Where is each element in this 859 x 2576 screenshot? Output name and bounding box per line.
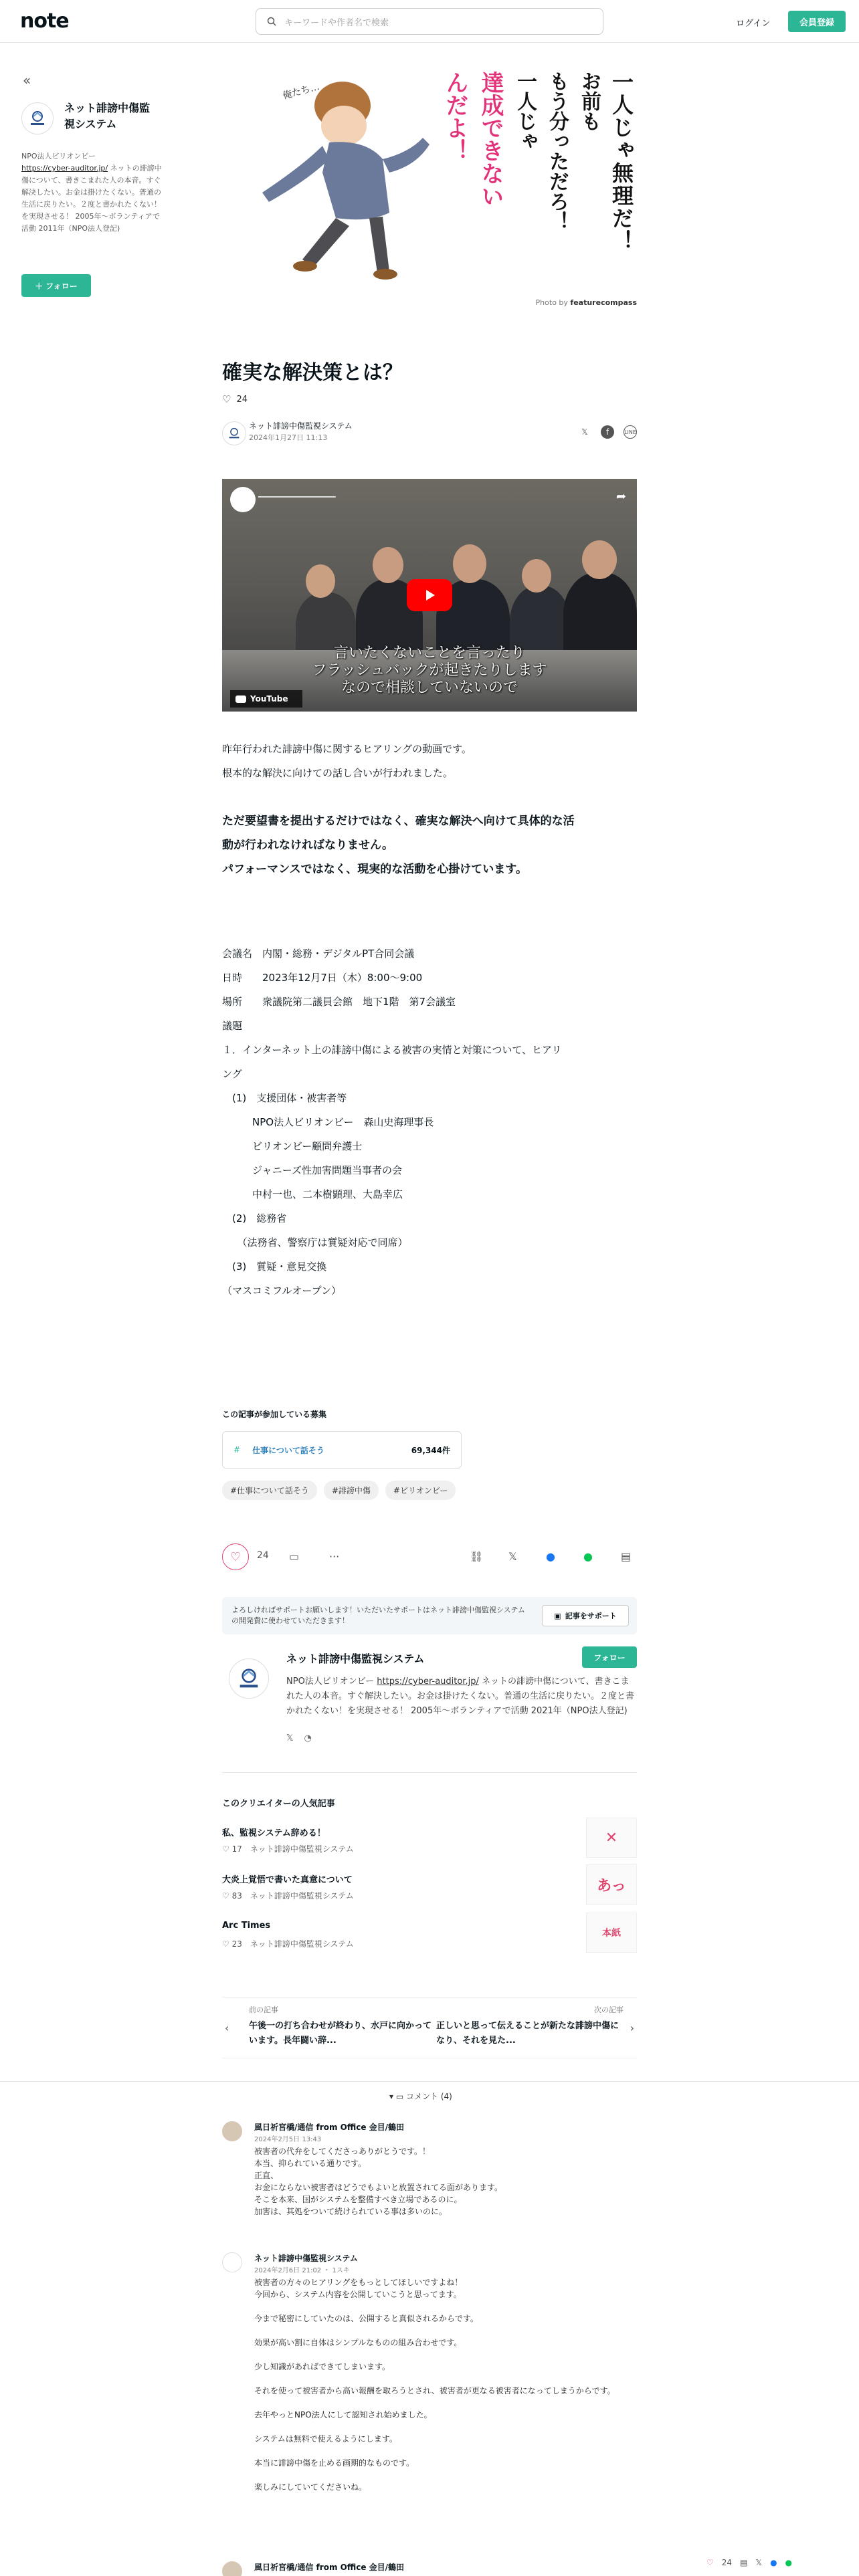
art-line-2: お前も bbox=[577, 71, 601, 131]
search-icon bbox=[267, 17, 276, 26]
bold-paragraph: ただ要望書を提出するだけではなく、確実な解決へ向けて具体的な活 bbox=[222, 815, 575, 828]
art-line-3: もう分っただろ！ bbox=[545, 71, 569, 231]
hero-image bbox=[222, 59, 637, 297]
bio-prefix: NPO法人ビリオンビー bbox=[286, 1677, 375, 1687]
bold-paragraph: 動が行われなければなりません。 bbox=[222, 839, 394, 852]
support-button[interactable] bbox=[542, 1605, 629, 1626]
popular-item-author: ネット誹謗中傷監視システム bbox=[250, 1891, 354, 1901]
add-user-icon: ＋ bbox=[35, 281, 43, 291]
youtube-play-icon bbox=[235, 695, 246, 703]
tag-list bbox=[222, 1481, 456, 1500]
follow-label: フォロー bbox=[45, 281, 78, 291]
line-share-icon[interactable]: ● bbox=[785, 2558, 793, 2567]
meeting-line: (1) 支援団体・被害者等 bbox=[222, 1092, 347, 1104]
meeting-line: 中村一也、二本樹顕理、大島幸広 bbox=[222, 1188, 403, 1200]
meeting-line: （法務省、警察庁は質疑対応で同席） bbox=[222, 1237, 408, 1249]
heart-icon[interactable]: ♡ bbox=[706, 2558, 714, 2567]
bio-link[interactable]: https://cyber-auditor.jp/ bbox=[377, 1677, 479, 1687]
author-name[interactable]: ネット誹謗中傷監視システム bbox=[249, 421, 353, 431]
prev-next-nav bbox=[222, 1997, 637, 2058]
creator-logo-icon bbox=[235, 1665, 262, 1692]
play-icon bbox=[422, 588, 437, 603]
save-to-magazine-icon[interactable]: ▤ bbox=[740, 2558, 748, 2567]
divider bbox=[222, 1772, 637, 1773]
comment-body: 被害者の代弁をしてくださっありがとうです。！ 本当、抑られている通りです。 正直、 お金にならない被害者はどうでもよいと放置されてる面があります。 そこを本来、国がシステムを整備すべき立場であるのに。 加害は、其処をついて続けられている事は多いのに。 bbox=[254, 2147, 503, 2216]
video-figure-head bbox=[522, 559, 551, 593]
x-share-icon[interactable]: 𝕏 bbox=[581, 427, 588, 437]
popular-item-meta: ♡ 23 ネット誹謗中傷監視システム bbox=[222, 1939, 354, 1949]
commenter-name[interactable]: ネット誹謗中傷監視システム bbox=[254, 2254, 358, 2263]
art-line-5: 達成できない bbox=[477, 71, 504, 207]
popular-item[interactable] bbox=[222, 1921, 637, 1967]
credit-name[interactable]: featurecompass bbox=[570, 298, 637, 307]
video-figure-head bbox=[306, 564, 335, 598]
search-placeholder: キーワードや作者名で検索 bbox=[284, 17, 389, 28]
contest-count: 69,344件 bbox=[411, 1445, 450, 1455]
search-input[interactable] bbox=[256, 8, 603, 35]
x-share-icon[interactable]: 𝕏 bbox=[755, 2558, 763, 2567]
creator-social-links bbox=[286, 1733, 312, 1743]
prev-article[interactable] bbox=[249, 2004, 436, 2048]
popular-title: このクリエイターの人気記事 bbox=[222, 1799, 335, 1809]
contest-name: 仕事について話そう bbox=[252, 1445, 324, 1455]
line-share-icon[interactable]: LINE bbox=[624, 425, 637, 439]
chevron-right-icon[interactable]: › bbox=[630, 2022, 634, 2034]
commenter-avatar[interactable] bbox=[222, 2121, 242, 2141]
chevron-down-icon: ▾ bbox=[389, 2092, 394, 2101]
video-subtitles bbox=[222, 645, 637, 697]
comment-body: 被害者の方々のヒアリングをもっとしてほしいですよね！ 今回から、システム内容を公開していこうと思ってます。 今まで秘密にしていたのは、公開すると真似されるからです。 効果が高い割に自体はシンプルなものの組み合わせです。 少し知識があればできてしまいます。 それを使って被害者から高い報酬を取ろうとされ、被害者が更なる被害者になってしまうからです。 去年やっとNPO法人にして認知され始めました。 システムは無料で使えるようにします。 本当に誹謗中傷を止める画期的なものです。 楽しみにしていてくださいね。 bbox=[254, 2278, 615, 2492]
next-label: 次の記事 bbox=[594, 2006, 624, 2014]
creator-logo-icon bbox=[227, 426, 242, 441]
tag[interactable]: #誹謗中傷 bbox=[324, 1481, 379, 1500]
commenter-name[interactable]: 風日祈宮橋/通信 from Office 金目/鶴田 bbox=[254, 2563, 405, 2572]
creator-name[interactable]: ネット誹謗中傷監視システム bbox=[286, 1652, 425, 1665]
comments-toggle[interactable] bbox=[389, 2090, 452, 2102]
follow-button[interactable]: フォロー bbox=[582, 1646, 637, 1668]
popular-item[interactable] bbox=[222, 1872, 637, 1919]
meeting-line: (3) 質疑・意見交換 bbox=[222, 1261, 327, 1273]
creator-name[interactable]: ネット誹謗中傷監視システム bbox=[64, 102, 151, 130]
meeting-line: ング bbox=[222, 1068, 242, 1080]
note-logo[interactable]: note bbox=[20, 9, 69, 33]
video-title-placeholder[interactable]: ━━━━━━━━━━━━━━━━ bbox=[258, 492, 336, 502]
body-paragraph: 根本的な解決に向けての話し合いが行われました。 bbox=[222, 767, 454, 779]
like-count: 24 bbox=[721, 2558, 733, 2567]
meeting-line: ビリオンビー顧問弁護士 bbox=[222, 1140, 363, 1152]
chevron-left-icon[interactable]: ‹ bbox=[225, 2022, 229, 2034]
like-count: 24 bbox=[257, 1550, 269, 1561]
support-text: よろしければサポートお願いします！いただいたサポートはネット誹謗中傷監視システムの開発費に使わせていただきます！ bbox=[231, 1606, 525, 1625]
meeting-line: NPO法人ビリオンビー 森山史海理事長 bbox=[222, 1116, 434, 1128]
signup-button[interactable]: 会員登録 bbox=[788, 11, 846, 32]
share-icon[interactable]: ➦ bbox=[615, 490, 626, 504]
popular-item-title: 私、監視システム辞める！ bbox=[222, 1828, 326, 1838]
art-line-4: 一人じゃ bbox=[513, 71, 537, 151]
creator-card bbox=[222, 1645, 637, 1772]
popular-item-title: Arc Times bbox=[222, 1921, 271, 1931]
youtube-label: YouTube bbox=[250, 694, 288, 704]
photo-credit bbox=[222, 298, 637, 307]
popular-item-meta: ♡ 17 ネット誹謗中傷監視システム bbox=[222, 1844, 354, 1854]
subtitle-line: フラッシュバックが起きたりします bbox=[312, 662, 547, 679]
article-likes bbox=[222, 393, 637, 405]
avatar[interactable] bbox=[21, 102, 54, 134]
line-share-icon[interactable]: ● bbox=[583, 1550, 593, 1563]
comment bbox=[222, 2252, 637, 2547]
subtitle-line: 言いたくないことを言ったり bbox=[333, 645, 525, 661]
youtube-embed[interactable] bbox=[222, 479, 637, 712]
next-article[interactable] bbox=[436, 2004, 624, 2048]
copy-link-icon[interactable]: ⛓ bbox=[470, 1550, 484, 1563]
art-line-6: んだよ！ bbox=[442, 71, 468, 162]
commenter-avatar[interactable] bbox=[222, 2561, 242, 2576]
subtitle-line: なので相談していないので bbox=[341, 679, 518, 696]
heart-icon: ♡ bbox=[229, 1549, 242, 1564]
popular-item-thumbnail: ✕ bbox=[586, 1818, 637, 1858]
meeting-line: 日時 2023年12月7日（木）8:00〜9:00 bbox=[222, 972, 423, 984]
facebook-share-icon[interactable]: ● bbox=[546, 1550, 555, 1563]
collapse-sidebar-icon[interactable]: « bbox=[23, 72, 31, 88]
floating-action-bar bbox=[706, 2552, 859, 2573]
contest-card[interactable] bbox=[222, 1431, 462, 1469]
bio-text: ネットの誹謗中傷について、書きこまれた人の本音。すぐ解決したい。お金は掛けたくない。普通の生活に戻りたい。２度と書かれたくない！を実現させる！ 2005年〜ボランティアで活動 2021年（NPO法人登記) bbox=[286, 1677, 635, 1716]
body-paragraph: 昨年行われた誹謗中傷に関するヒアリングの動画です。 bbox=[222, 743, 472, 755]
meeting-line: （マスコミフルオープン） bbox=[222, 1285, 342, 1297]
login-link[interactable]: ログイン bbox=[736, 19, 771, 29]
video-figure-head bbox=[453, 544, 486, 583]
popular-item-likes: 17 bbox=[231, 1844, 242, 1854]
next-title: 正しいと思って伝えることが新たな誹謗中傷になり、それを見た... bbox=[436, 2021, 619, 2046]
prev-label: 前の記事 bbox=[249, 2006, 278, 2014]
popular-item-likes: 23 bbox=[231, 1939, 242, 1949]
creator-bio bbox=[21, 150, 162, 235]
meeting-line: １．インターネット上の誹謗中傷による被害の実情と対策について、ヒアリ bbox=[222, 1044, 562, 1056]
comment-icon: ▭ bbox=[395, 2092, 404, 2101]
tag[interactable]: #仕事について話そう bbox=[222, 1481, 317, 1500]
x-share-icon[interactable]: 𝕏 bbox=[508, 1550, 517, 1563]
site-header bbox=[0, 0, 859, 43]
save-to-magazine-icon[interactable]: ▤ bbox=[621, 1550, 632, 1563]
meeting-line: (2) 総務省 bbox=[222, 1212, 287, 1224]
gift-icon: ▣ bbox=[554, 1611, 561, 1620]
comment bbox=[222, 2121, 637, 2235]
popular-item[interactable] bbox=[222, 1826, 637, 1872]
meeting-line: 会議名 内閣・総務・デジタルPT合同会議 bbox=[222, 948, 415, 960]
tag[interactable]: #ビリオンビー bbox=[385, 1481, 456, 1500]
article-title: 確実な解決策とは？ bbox=[222, 361, 403, 385]
more-options-icon[interactable]: ··· bbox=[329, 1550, 340, 1563]
video-figure-head bbox=[582, 540, 617, 579]
comment bbox=[222, 2561, 637, 2576]
divider bbox=[0, 2081, 859, 2082]
follow-button[interactable] bbox=[21, 274, 91, 297]
svg-text:俺たち…: 俺たち… bbox=[281, 81, 321, 102]
popular-item-title: 大炎上覚悟で書いた真意について bbox=[222, 1875, 353, 1885]
popular-item-thumbnail: あっ bbox=[586, 1864, 637, 1905]
article-author-row bbox=[222, 420, 637, 447]
manga-text bbox=[442, 71, 637, 292]
publish-date: 2024年1月27日 11:13 bbox=[249, 433, 328, 442]
share-buttons bbox=[578, 425, 637, 439]
support-label: 記事をサポート bbox=[565, 1612, 617, 1620]
commenter-avatar[interactable] bbox=[222, 2252, 242, 2272]
channel-avatar[interactable] bbox=[230, 487, 256, 512]
bio-link[interactable]: https://cyber-auditor.jp/ bbox=[21, 164, 108, 173]
bold-paragraph: パフォーマンスではなく、現実的な活動を心掛けています。 bbox=[222, 863, 527, 876]
x-icon[interactable]: 𝕏 bbox=[286, 1733, 294, 1743]
comments-count: コメント (4) bbox=[406, 2092, 452, 2101]
facebook-share-icon[interactable]: f bbox=[601, 425, 614, 439]
play-button[interactable] bbox=[407, 579, 452, 611]
contest-section-title: この記事が参加している募集 bbox=[222, 1410, 327, 1419]
bio-prefix: NPO法人ビリオンビー bbox=[21, 152, 96, 160]
facebook-share-icon[interactable]: ● bbox=[770, 2558, 777, 2567]
comment-date: 2024年2月5日 13:43 bbox=[254, 2136, 322, 2143]
video-figure-head bbox=[373, 547, 403, 583]
comment-date: 2024年2月6日 21:02 ・ 1スキ bbox=[254, 2267, 350, 2274]
art-line-1: 一人じゃ無理だ！ bbox=[609, 71, 634, 253]
creator-avatar[interactable] bbox=[229, 1658, 269, 1699]
like-button[interactable] bbox=[222, 1543, 249, 1570]
popular-item-author: ネット誹謗中傷監視システム bbox=[250, 1939, 354, 1949]
rss-icon[interactable]: ◔ bbox=[304, 1733, 312, 1743]
popular-item-thumbnail: 本紙 bbox=[586, 1913, 637, 1953]
youtube-logo[interactable] bbox=[230, 690, 302, 708]
popular-item-author: ネット誹謗中傷監視システム bbox=[250, 1844, 354, 1854]
prev-title: 午後一の打ち合わせが終わり、水戸に向かっています。長年闘い辞... bbox=[249, 2021, 432, 2046]
popular-item-meta: ♡ 83 ネット誹謗中傷監視システム bbox=[222, 1891, 354, 1901]
creator-bio bbox=[286, 1675, 637, 1719]
article-actions bbox=[222, 1542, 637, 1572]
meeting-line: ジャニーズ性加害問題当事者の会 bbox=[222, 1164, 402, 1176]
author-avatar[interactable] bbox=[222, 421, 246, 445]
credit-prefix: Photo by bbox=[535, 298, 568, 307]
comment-icon[interactable]: ▭ bbox=[289, 1550, 300, 1563]
meeting-line: 議題 bbox=[222, 1020, 243, 1032]
commenter-name[interactable]: 風日祈宮橋/通信 from Office 金目/鶴田 bbox=[254, 2123, 405, 2132]
heart-icon[interactable]: ♡ bbox=[222, 393, 231, 405]
like-count: 24 bbox=[236, 394, 248, 405]
bio-text: ネットの誹謗中傷について、書きこまれた人の本音。すぐ解決したい。お金は掛けたくない。普通の生活に戻りたい。２度と書かれたくない！を実現させる！ 2005年〜ボランティアで活動 2011年（NPO法人登記) bbox=[21, 164, 162, 233]
popular-item-likes: 83 bbox=[231, 1891, 242, 1901]
creator-logo-icon bbox=[27, 108, 47, 128]
hashtag-icon: # bbox=[233, 1445, 241, 1455]
meeting-line: 場所 衆議院第二議員会館 地下1階 第7会議室 bbox=[222, 996, 456, 1008]
support-box bbox=[222, 1597, 637, 1634]
